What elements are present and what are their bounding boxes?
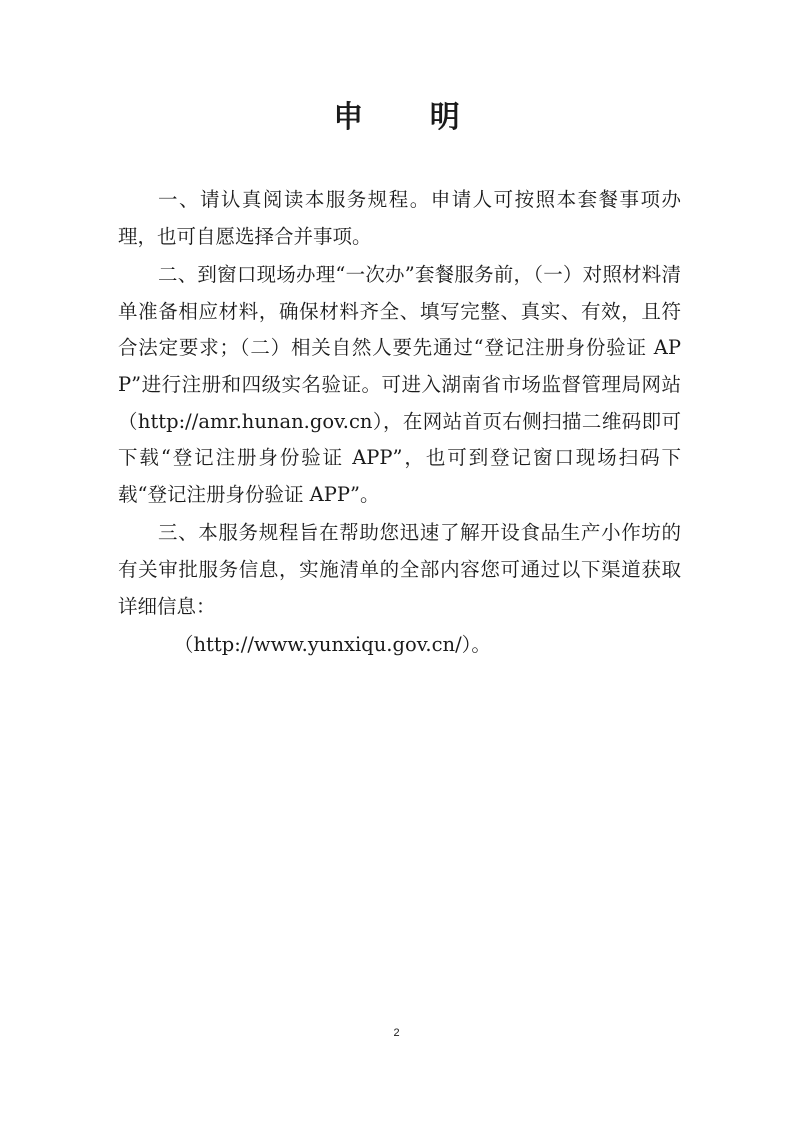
page-number: 2 (393, 1027, 400, 1039)
paragraph-2: 二、到窗口现场办理“一次办”套餐服务前，（一）对照材料清单准备相应材料，确保材料齐全、填写完整、真实、有效，且符合法定要求；（二）相关自然人要先通过“登记注册身份验证 APP”进行注册和四级实名验证。可进入湖南省市场监督管理局网站（http://amr.hunan.gov.cn），在网站首页右侧扫描二维码即可下载“登记注册身份验证 APP”，也可到登记窗口现场扫码下载“登记注册身份验证 APP”。 (118, 263, 681, 506)
page-title: 申 明 (333, 100, 488, 135)
declaration-body (118, 182, 681, 664)
paragraph-3: 三、本服务规程旨在帮助您迅速了解开设食品生产小作坊的有关审批服务信息，实施清单的全部内容您可通过以下渠道获取详细信息： (118, 521, 681, 618)
paragraph-1: 一、请认真阅读本服务规程。申请人可按照本套餐事项办理，也可自愿选择合并事项。 (118, 188, 681, 248)
website-url[interactable]: （http://www.yunxiqu.gov.cn/）。 (174, 633, 491, 657)
